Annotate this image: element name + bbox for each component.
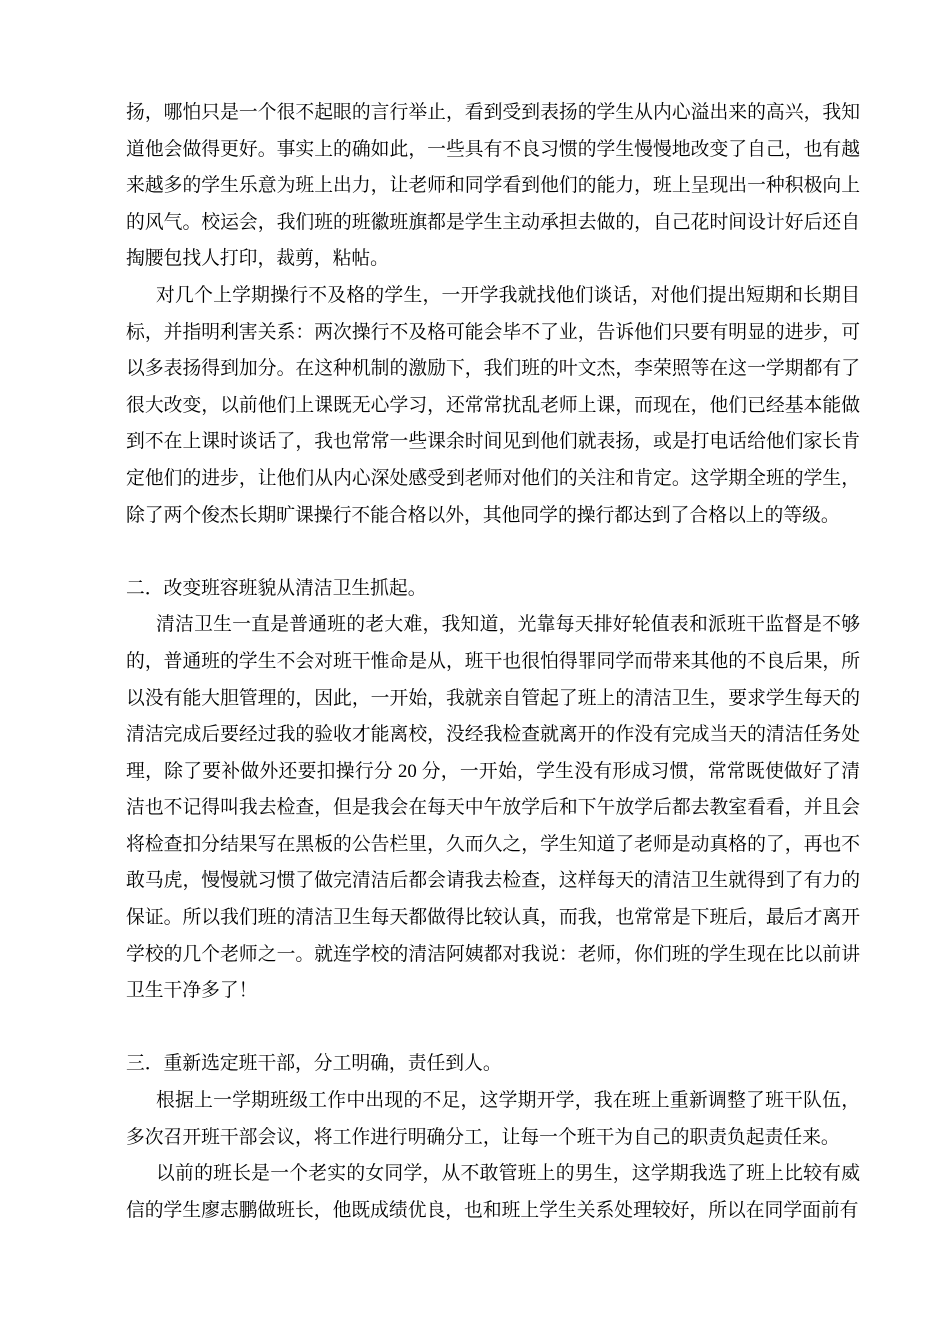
paragraph-new-class-monitor: 以前的班长是一个老实的女同学，从不敢管班上的男生，这学期我选了班上比较有威信的学生廖志鹏做班长，他既成绩优良，也和班上学生关系处理较好，所以在同学面前有 xyxy=(126,1163,860,1221)
document-content xyxy=(126,95,860,1229)
paragraph-cleaning-hygiene: 清洁卫生一直是普通班的老大难，我知道，光靠每天排好轮值表和派班干监督是不够的，普通班的学生不会对班干惟命是从，班干也很怕得罪同学而带来其他的不良后果，所以没有能大胆管理的，因此，一开始，我就亲自管起了班上的清洁卫生，要求学生每天的清洁完成后要经过我的验收才能离校，没经我检查就离开的作没有完成当天的清洁任务处理，除了要补做外还要扣操行分 20 分，一开始，学生没有形成习惯，常常既使做好了清洁也不记得叫我去检查，但是我会在每天中午放学后和下午放学后都去教室看看，并且会将检查扣分结果写在黑板的公告栏里，久而久之，学生知道了老师是动真格的了，再也不敢马虎，慢慢就习惯了做完清洁后都会请我去检查，这样每天的清洁卫生就得到了有力的保证。所以我们班的清洁卫生每天都做得比较认真，而我，也常常是下班后，最后才离开学校的几个老师之一。就连学校的清洁阿姨都对我说：老师，你们班的学生现在比以前讲卫生干净多了！ xyxy=(126,614,860,1002)
paragraph-conduct-grades: 对几个上学期操行不及格的学生，一开学我就找他们谈话，对他们提出短期和长期目标，并指明利害关系：两次操行不及格可能会毕不了业，告诉他们只要有明显的进步，可以多表扬得到加分。在这种机制的激励下，我们班的叶文杰，李荣照等在这一学期都有了很大改变，以前他们上课既无心学习，还常常扰乱老师上课，而现在，他们已经基本能做到不在上课时谈话了，我也常常一些课余时间见到他们就表扬，或是打电话给他们家长肯定他们的进步，让他们从内心深处感受到老师对他们的关注和肯定。这学期全班的学生，除了两个俊杰长期旷课操行不能合格以外，其他同学的操行都达到了合格以上的等级。 xyxy=(126,284,860,526)
paragraph-continuation: 扬，哪怕只是一个很不起眼的言行举止，看到受到表扬的学生从内心溢出来的高兴，我知道他会做得更好。事实上的确如此，一些具有不良习惯的学生慢慢地改变了自己，也有越来越多的学生乐意为班上出力，让老师和同学看到他们的能力，班上呈现出一种积极向上的风气。校运会，我们班的班徽班旗都是学生主动承担去做的，自己花时间设计好后还自掏腰包找人打印，裁剪，粘帖。 xyxy=(126,102,860,270)
paragraph-cadre-reorganization: 根据上一学期班级工作中出现的不足，这学期开学，我在班上重新调整了班干队伍，多次召开班干部会议，将工作进行明确分工，让每一个班干为自己的职责负起责任来。 xyxy=(126,1090,860,1148)
section-heading-2: 二．改变班容班貌从清洁卫生抓起。 xyxy=(126,577,427,599)
section-heading-3: 三．重新选定班干部，分工明确，责任到人。 xyxy=(126,1053,502,1075)
